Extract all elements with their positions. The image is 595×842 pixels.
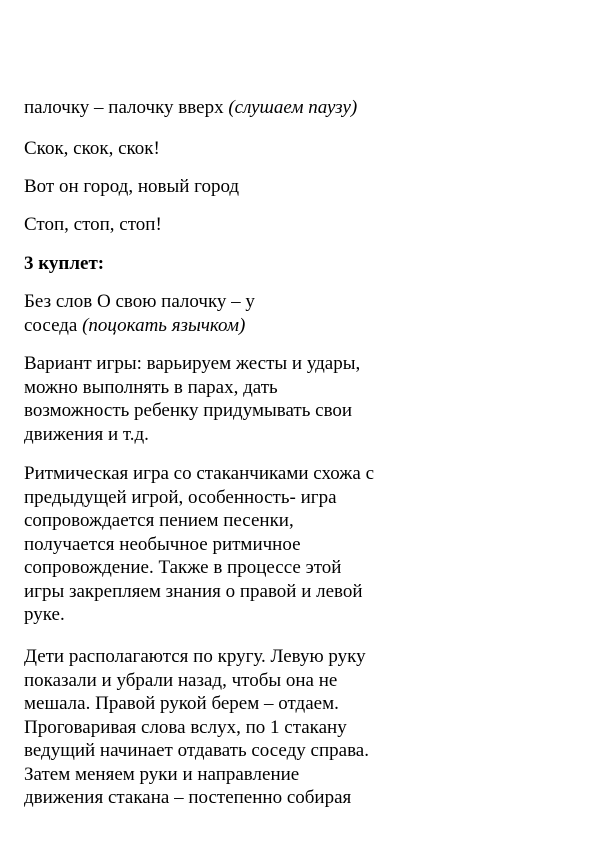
paragraph-variant-line: движения и т.д. [24, 423, 149, 445]
paragraph-instructions-line: ведущий начинает отдавать соседу справа. [24, 740, 369, 761]
lyric-p6-line-2 [24, 314, 255, 338]
lyric-p6-line-1: Без слов О свою палочку – у [24, 291, 255, 312]
paragraph-instructions-line: движения стакана – постепенно собирая [24, 787, 352, 808]
paragraph-rhythm-line: получается необычное ритмичное [24, 533, 301, 555]
lyric-line-4 [24, 213, 162, 237]
lyric-line-3-text: Вот он город, новый город [24, 176, 240, 197]
paragraph-instructions-line: Затем меняем руки и направление [24, 763, 300, 785]
lyric-line-2 [24, 137, 160, 161]
lyric-line-1 [24, 96, 357, 120]
verse-heading [24, 252, 104, 276]
lyric-line-4-text: Стоп, стоп, стоп! [24, 214, 162, 235]
paragraph-rhythm-line: сопровождается пением песенки, [24, 510, 294, 531]
paragraph-rhythm-game [24, 462, 374, 627]
paragraph-variant-line: возможность ребенку придумывать свои [24, 400, 353, 421]
lyric-line-2-text: Скок, скок, скок! [24, 138, 160, 159]
verse-heading-text: 3 куплет: [24, 253, 105, 274]
lyric-p6-line-2-italic: (поцокать язычком) [82, 314, 246, 336]
paragraph-instructions-line: показали и убрали назад, чтобы она не [24, 669, 338, 691]
lyric-line-1-text: палочку – палочку вверх [24, 97, 229, 118]
paragraph-variant-line: Вариант игры: варьируем жесты и удары, [24, 353, 361, 374]
paragraph-rhythm-line: сопровождение. Также в процессе этой [24, 557, 342, 578]
paragraph-instructions-line: мешала. Правой рукой берем – отдаем. [24, 693, 339, 714]
paragraph-rhythm-line: игры закрепляем знания о правой и левой [24, 580, 363, 602]
lyric-p6-line-2-text: соседа [24, 314, 83, 336]
paragraph-rhythm-line: Ритмическая игра со стаканчиками схожа с [24, 463, 375, 484]
paragraph-variant [24, 352, 360, 446]
paragraph-rhythm-line: руке. [24, 604, 65, 625]
paragraph-instructions [24, 645, 369, 810]
lyric-line-1-italic: (слушаем паузу) [228, 97, 358, 118]
lyric-line-3 [24, 175, 239, 199]
paragraph-rhythm-line: предыдущей игрой, особенность- игра [24, 486, 337, 508]
lyric-paragraph-6 [24, 290, 255, 337]
paragraph-instructions-line: Дети располагаются по кругу. Левую руку [24, 646, 366, 667]
paragraph-instructions-line: Проговаривая слова вслух, по 1 стакану [24, 716, 347, 738]
paragraph-variant-line: можно выполнять в парах, дать [24, 376, 278, 398]
